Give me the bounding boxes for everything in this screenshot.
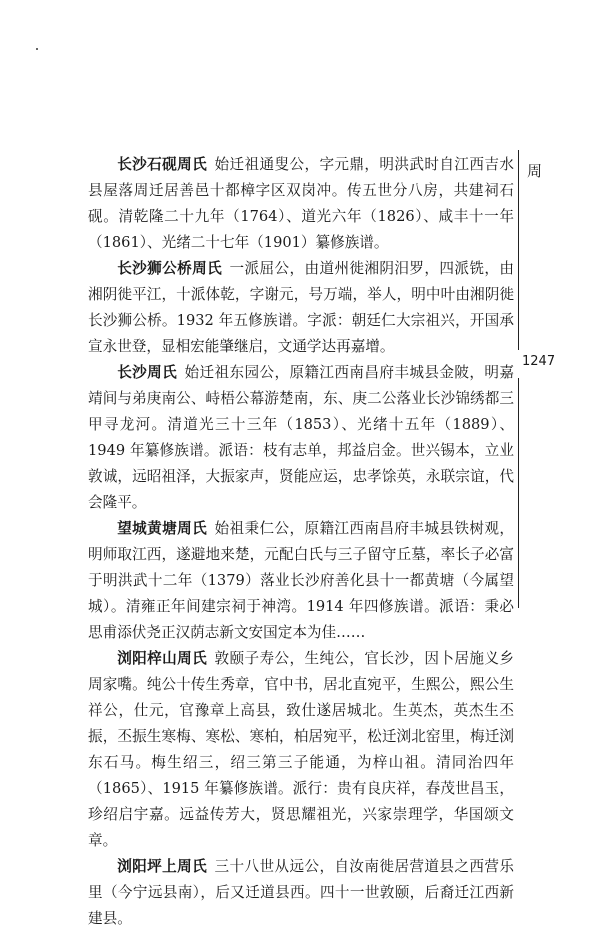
entry-title: 望城黄塘周氏 [117,520,208,537]
entry-title: 长沙石砚周氏 [117,156,208,173]
margin-dot [36,48,38,50]
entry-text: 始迁祖东园公，原籍江西南昌府丰城县金陂，明嘉靖间与弟庚南公、峙梧公幕游楚南，东、庚二公落业长沙锦绣都三甲寻龙河。清道光三十三年（1853）、光绪十五年（1889）、1949 年纂修族谱。派语：枝有志单，邦益启金。世兴锡本，立业敦诚，远昭祖泽，大振家声，贤能应运，忠孝馀英，永联宗谊，代会隆平。 [88,364,514,511]
entry-wangcheng-huangtang [88,516,514,646]
side-rule-bottom [518,378,519,608]
entry-changsha-shiyan [88,152,514,256]
entry-title: 浏阳坪上周氏 [117,858,208,875]
entry-liuyang-pingshang [88,854,514,932]
entry-changsha-shigongqiao [88,256,514,360]
entry-text: 一派屈公，由道州徙湘阴汨罗，四派铣，由湘阴徙平江，十派体乾，字谢元，号万端，举人，明中叶由湘阴徙长沙狮公桥。1932 年五修族谱。字派：朝廷仁大宗祖兴，开国承宣永世登，显相宏能肇继启，文通学达再嘉增。 [88,260,515,355]
entry-title: 长沙狮公桥周氏 [117,260,223,277]
entry-text: 始祖秉仁公，原籍江西南昌府丰城县铁树观，明师取江西，遂避地来楚，元配白氏与三子留守丘墓，率长子必富于明洪武十二年（1379）落业长沙府善化县十一都黄塘（今属望城）。清雍正年间建宗祠于神湾。1914 年四修族谱。派语：秉必思甫添伏尧正汉荫志新文安国定本为佳…… [88,520,514,641]
side-rule-top [518,150,519,350]
main-text [88,152,514,932]
entry-text: 敦颐子寿公，生纯公，官长沙，因卜居施义乡周家嘴。纯公十传生秀章，官中书，居北直宛平，生熙公，熙公生祥公，仕元，官豫章上高县，致仕遂居城北。生英杰，英杰生丕振，丕振生寒梅、寒松、寒柏，柏居宛平，松迁浏北窑里，梅迁浏东石马。梅生绍三，绍三第三子能通，为梓山祖。清同治四年（1865）、1915 年纂修族谱。派行：贵有良庆祥，春茂世昌玉，珍绍启宇嘉。远益传芳大，贤思耀祖光，兴家崇理学，华国颂文章。 [88,650,514,849]
entry-title: 长沙周氏 [117,364,178,381]
entry-changsha [88,360,514,516]
entry-text: 三十八世从远公，自汝南徙居营道县之西营乐里（今宁远县南），后又迁道县西。四十一世敦颐，后裔迁江西新建县。 [88,858,514,927]
entry-liuyang-zishan [88,646,514,854]
section-char: 周 [527,162,543,180]
page-number: 1247 [522,354,556,369]
entry-title: 浏阳梓山周氏 [117,650,208,667]
entry-text: 始迁祖通叟公，字元鼎，明洪武时自江西吉水县屋落周迁居善邑十都樟字区双岗冲。传五世分八房，共建祠石砚。清乾隆二十九年（1764）、道光六年（1826）、咸丰十一年（1861）、光绪二十七年（1901）纂修族谱。 [88,156,514,251]
